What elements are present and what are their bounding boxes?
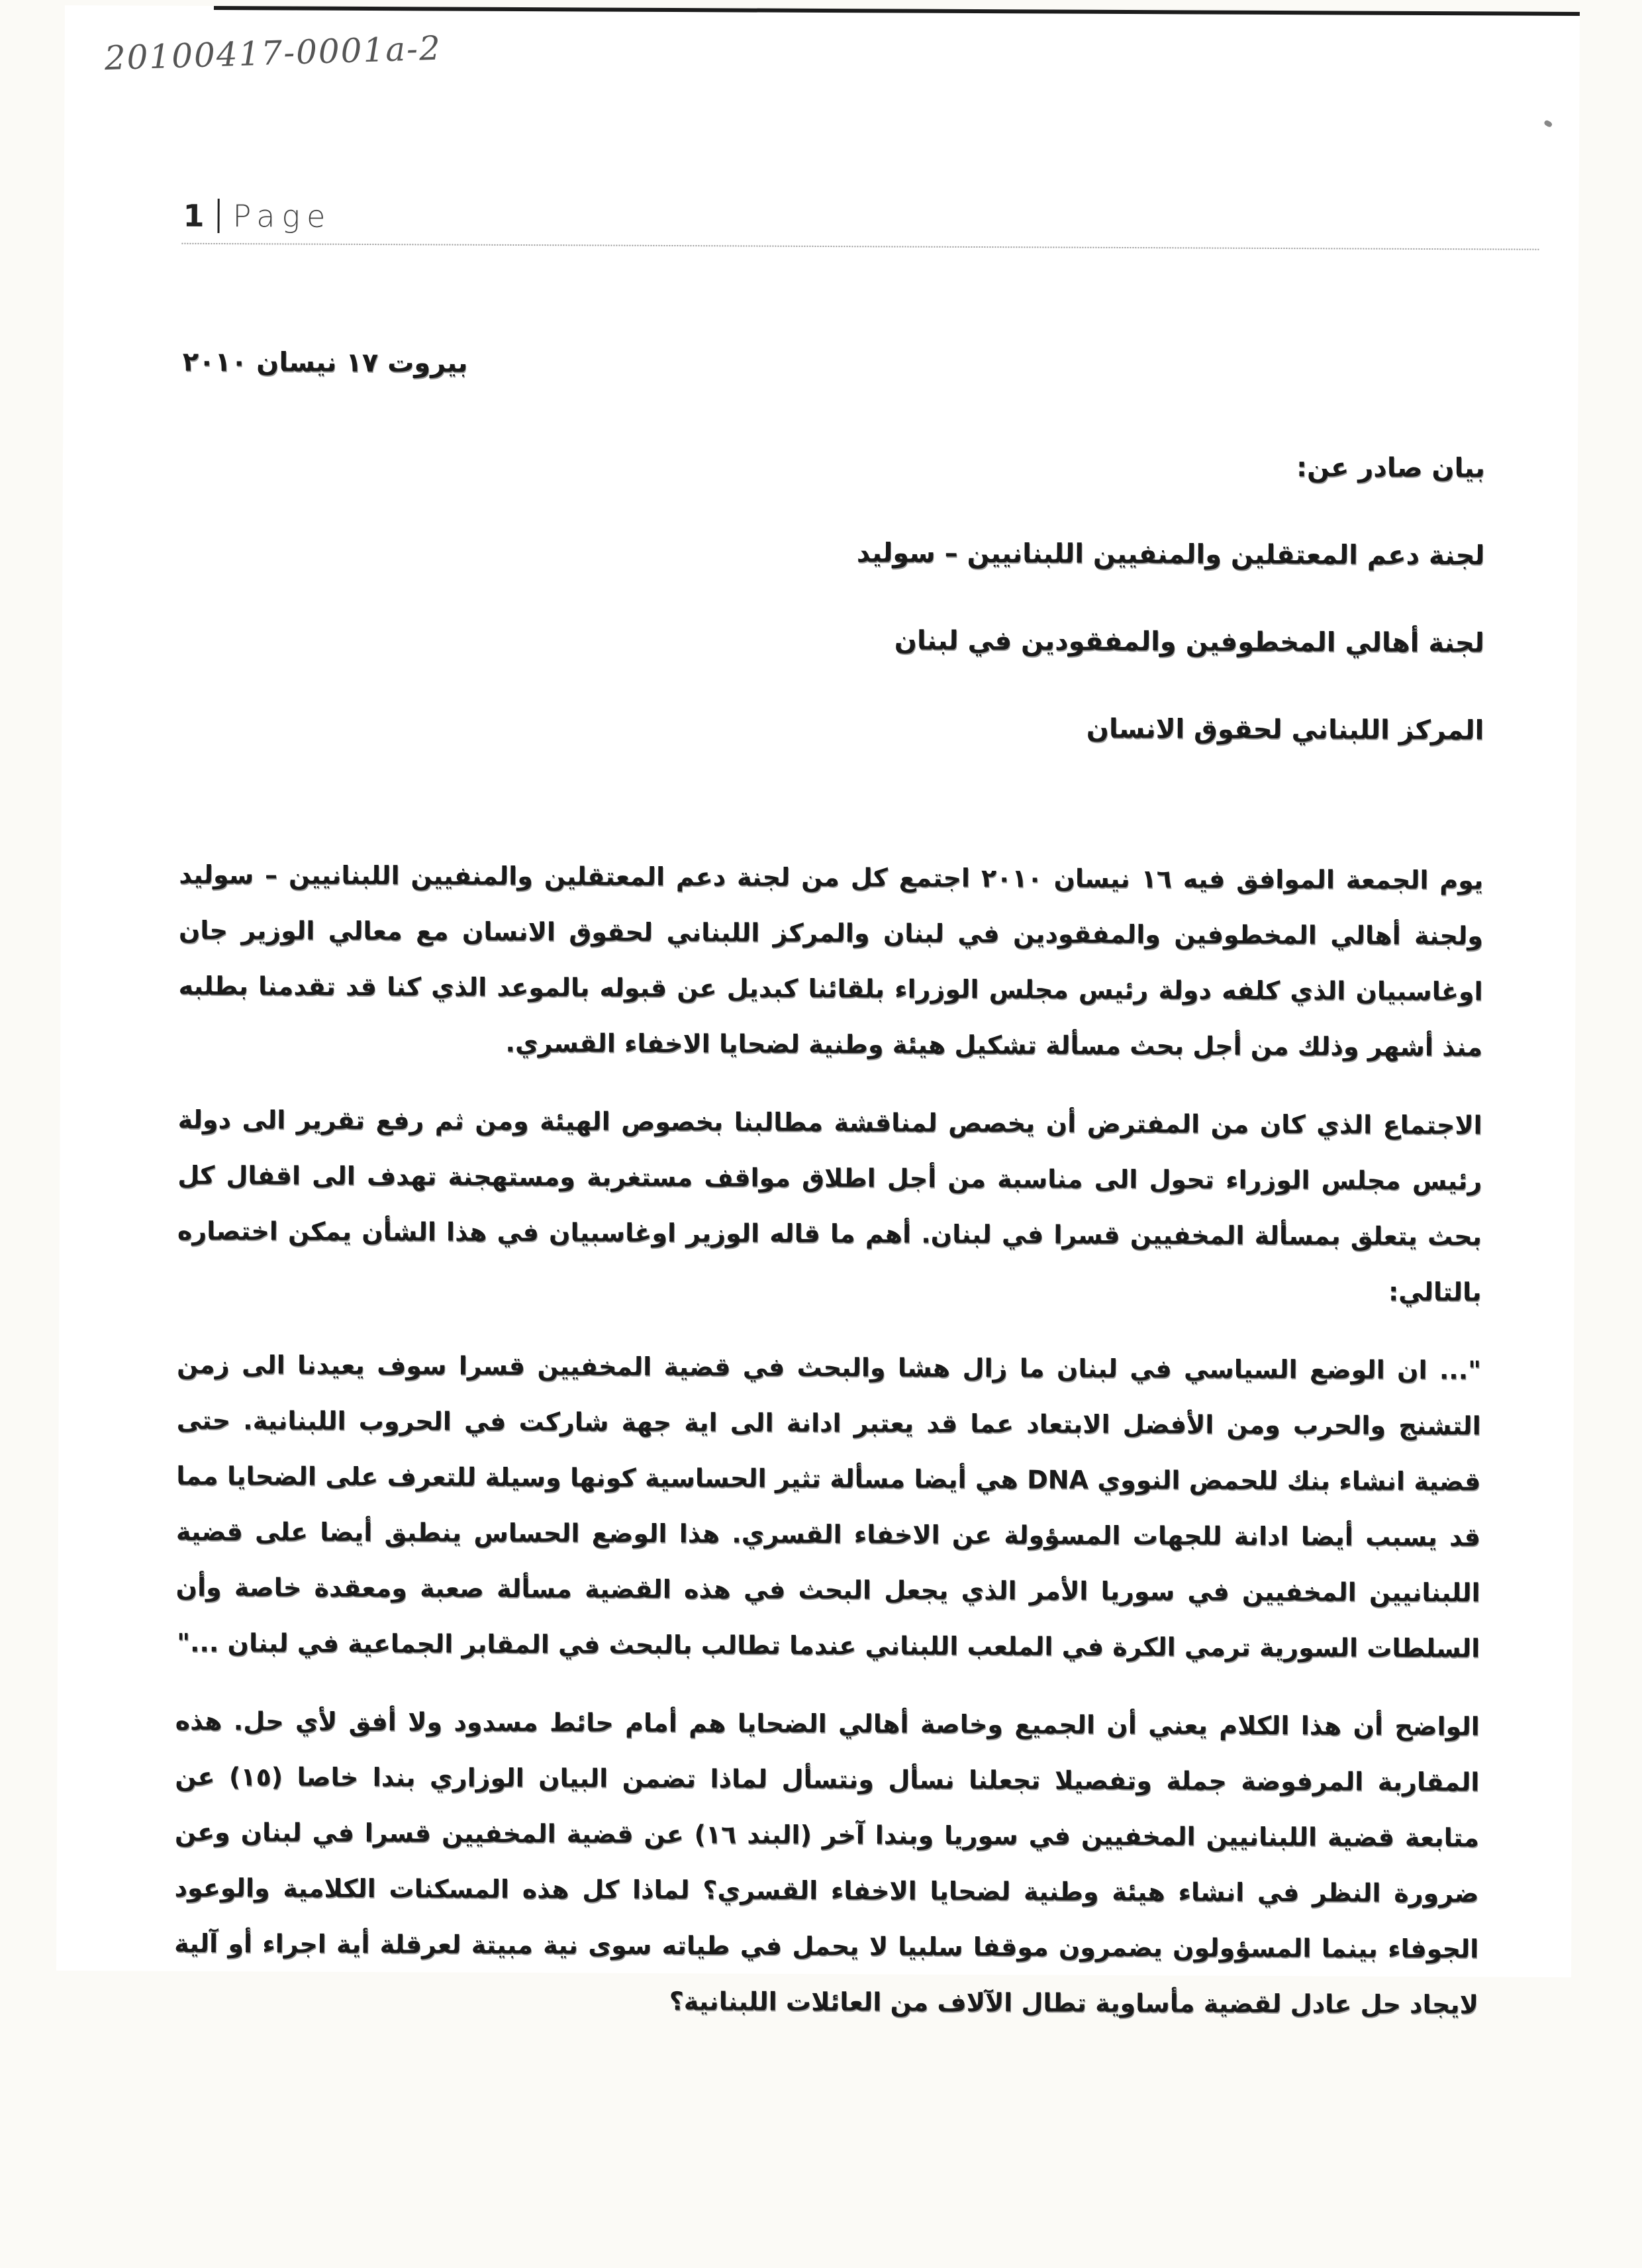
sender-human-rights-center: المركز اللبناني لحقوق الانسان bbox=[1086, 713, 1484, 746]
statement-intro: بيان صادر عن: bbox=[1296, 452, 1486, 484]
paragraph-minister-quote: "... ان الوضع السياسي في لبنان ما زال هشا والبحث في قضية المخفيين قسرا سوف يعيدنا الى زمن التشنج والحرب ومن الأفضل الابتعاد عما قد يعتبر ادانة الى اية جهة شاركت في الحروب اللبنانية. حتى قضية انشاء بنك للحمض النووي DNA هي أيضا مسألة تثير الحساسية كونها وسيلة للتعرف على الضحايا مما قد يسبب أيضا ادانة للجهات المسؤولة عن الاخفاء القسري. هذا الوضع الحساس ينطبق أيضا على قضية اللبنانيين المخفيين في سوريا الأمر الذي يجعل البحث في هذه القضية مسألة صعبة ومعقدة خاصة وأن السلطات السورية ترمي الكرة في الملعب اللبناني عندما تطالب بالبحث في المقابر الجماعية في لبنان ..." bbox=[175, 1350, 1482, 1663]
sender-solide: لجنة دعم المعتقلين والمنفيين اللبنانيين – سوليد bbox=[856, 538, 1485, 571]
statement-body bbox=[174, 847, 1484, 2055]
page-header bbox=[183, 198, 332, 234]
scan-top-edge bbox=[214, 6, 1580, 16]
paragraph-meeting: يوم الجمعة الموافق فيه ١٦ نيسان ٢٠١٠ اجتمع كل من لجنة دعم المعتقلين والمنفيين اللبنانيين – سوليد ولجنة أهالي المخطوفين والمفقودين في لبنان والمركز اللبناني لحقوق الانسان مع معالي الوزير جان اوغاسبيان الذي كلفه دولة رئيس مجلس الوزراء بلقائنا كبديل عن قبوله بالموعد الذي كنا قد تقدمنا بطلبه منذ أشهر وذلك من أجل بحث مسألة تشكيل هيئة وطنية لضحايا الاخفاء القسري. bbox=[178, 860, 1484, 1062]
header-divider bbox=[181, 243, 1539, 250]
sender-block bbox=[557, 444, 1485, 798]
scanned-page bbox=[56, 5, 1580, 2020]
scan-speck bbox=[1543, 119, 1553, 128]
page-header-separator bbox=[218, 199, 220, 233]
date-line: بيروت ١٧ نيسان ٢٠١٠ bbox=[182, 346, 468, 379]
page-number: 1 bbox=[183, 197, 205, 234]
paragraph-minister-position: الاجتماع الذي كان من المفترض أن يخصص لمناقشة مطالبنا بخصوص الهيئة ومن ثم رفع تقرير الى دولة رئيس مجلس الوزراء تحول الى مناسبة من أجل اطلاق مواقف مستغربة ومستهجنة تهدف الى اقفال كل بحث يتعلق بمسألة المخفيين قسرا في لبنان. أهم ما قاله الوزير اوغاسبيان في هذا الشأن يمكن اختصاره بالتالي: bbox=[177, 1105, 1482, 1307]
page-word: Page bbox=[232, 198, 332, 234]
paragraph-response: الواضح أن هذا الكلام يعني أن الجميع وخاصة أهالي الضحايا هم أمام حائط مسدود ولا أفق لأي حل. هذه المقاربة المرفوضة جملة وتفصيلا تجعلنا نسأل ونتسأل لماذا تضمن البيان الوزاري بندا خاصا (١٥) عن متابعة قضية اللبنانيين المخفيين في سوريا وبندا آخر (البند ١٦) عن قضية المخفيين قسرا في لبنان وعن ضرورة النظر في انشاء هيئة وطنية لضحايا الاخفاء القسري؟ لماذا كل هذه المسكنات الكلامية والوعود الجوفاء بينما المسؤولون يضمرون موقفا سلبيا لا يحمل في طياته سوى نية مبيتة لعرقلة أية اجراء أو آلية لايجاد حل عادل لقضية مأساوية تطال الآلاف من العائلات اللبنانية؟ bbox=[174, 1706, 1480, 2020]
handwritten-reference-number: 20100417-0001a-2 bbox=[103, 28, 442, 78]
sender-families-committee: لجنة أهالي المخطوفين والمفقودين في لبنان bbox=[894, 625, 1484, 659]
